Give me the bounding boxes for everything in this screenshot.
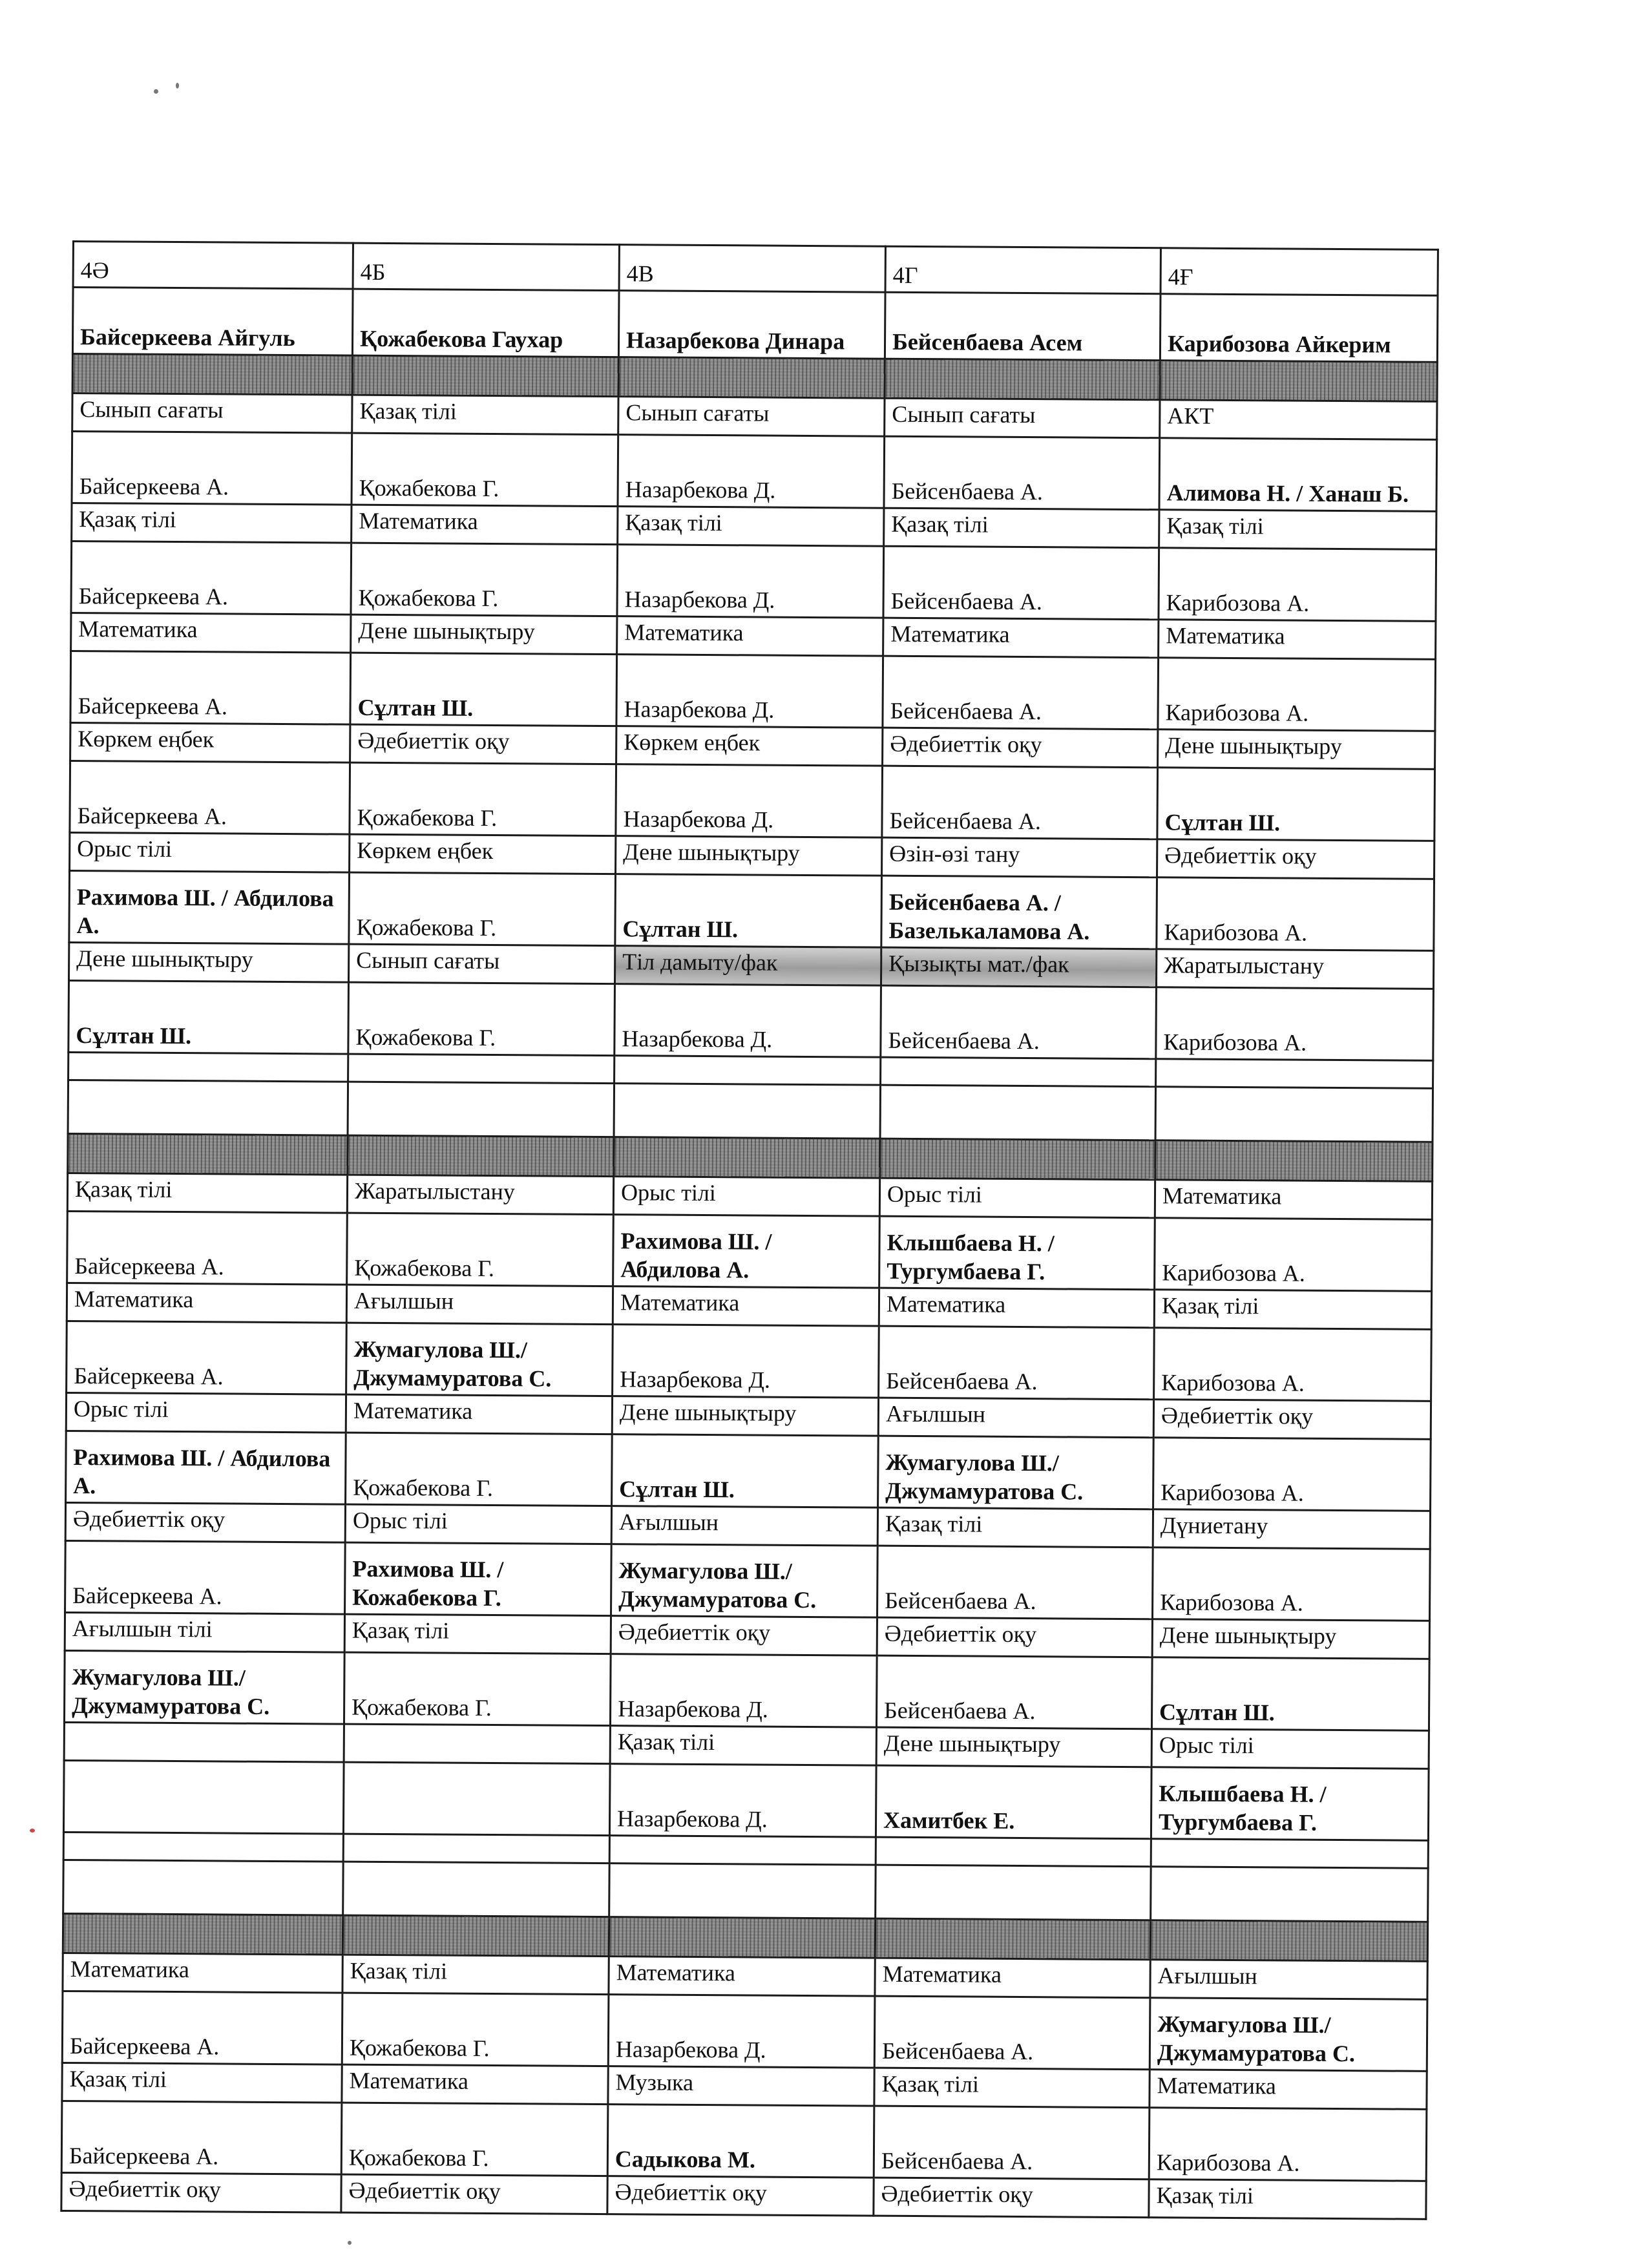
- subject-cell: Қазақ тілі: [344, 1614, 611, 1654]
- subject-cell: Орыс тілі: [66, 1392, 346, 1433]
- lesson-teacher-row: [65, 1540, 1431, 1621]
- teacher-cell: Рахимова Ш. / Кожабекова Г.: [345, 1542, 612, 1616]
- subject-cell: Дүниетану: [1153, 1509, 1430, 1549]
- subject-cell: Көркем еңбек: [350, 834, 616, 874]
- subject-cell: Математика: [875, 1958, 1150, 1998]
- empty-row: [63, 1860, 1428, 1922]
- lesson-teacher-row: [70, 651, 1436, 731]
- class-teacher: Карибозова Айкерим: [1160, 294, 1438, 362]
- empty-row: [68, 1080, 1433, 1142]
- lesson-teacher-row: [72, 432, 1437, 512]
- lesson-teacher-row: [62, 1991, 1427, 2071]
- subject-cell: Математика: [879, 1288, 1154, 1328]
- teacher-cell: Байсеркеева А.: [72, 432, 352, 505]
- teacher-cell: Карибозова А.: [1155, 1218, 1433, 1292]
- subject-cell: Дене шынықтыру: [876, 1727, 1151, 1767]
- subject-cell: Математика: [1155, 1180, 1432, 1220]
- subject-cell: Әдебиеттік оқу: [883, 728, 1158, 768]
- teacher-cell: [343, 1762, 610, 1836]
- subject-cell: Математика: [1150, 2070, 1427, 2110]
- lesson-teacher-row: [64, 1650, 1429, 1730]
- subject-cell: Сынып сағаты: [618, 397, 885, 437]
- class-teacher: Бейсенбаева Асем: [885, 292, 1161, 361]
- elective-subject-cell: Қызықты мат./фак: [881, 947, 1156, 987]
- subject-cell: Ағылшын: [346, 1285, 613, 1325]
- teacher-cell: Карибозова А.: [1153, 1438, 1431, 1511]
- empty-cell: [614, 1056, 881, 1086]
- teacher-cell: Байсеркеева А.: [70, 651, 351, 724]
- class-header-row: [73, 242, 1438, 296]
- teacher-cell: Қожабекова Г.: [350, 762, 616, 836]
- subject-cell: Математика: [617, 616, 883, 656]
- subject-cell: Жаратылыстану: [347, 1175, 613, 1215]
- subject-cell: Әдебиеттік оқу: [350, 724, 616, 764]
- empty-cell: [1151, 1867, 1428, 1922]
- subject-cell: Қазақ тілі: [884, 508, 1159, 548]
- lesson-teacher-row: [66, 1431, 1431, 1511]
- teacher-cell: Сұлтан Ш.: [1151, 1657, 1429, 1731]
- teacher-cell: Қожабекова Г.: [344, 1652, 611, 1726]
- teacher-cell: Қожабекова Г.: [349, 872, 616, 946]
- teacher-cell: Байсеркеева А.: [61, 2101, 342, 2174]
- subject-cell: Әдебиеттік оқу: [1157, 839, 1434, 879]
- teacher-cell: Бейсенбаева А.: [876, 1655, 1152, 1729]
- subject-cell: Математика: [63, 1953, 342, 1993]
- teacher-cell: Сұлтан Ш.: [612, 1434, 879, 1508]
- scan-speck: [348, 2241, 352, 2245]
- teacher-cell: Карибозова А.: [1156, 987, 1434, 1061]
- day-separator-cell: [342, 1915, 609, 1957]
- teacher-cell: Хамитбек Е.: [876, 1765, 1151, 1839]
- teacher-cell: Байсеркеева А.: [65, 1540, 346, 1614]
- subject-cell: Сынып сағаты: [348, 944, 614, 984]
- subject-cell: Музыка: [608, 2066, 874, 2106]
- subject-cell: Сынып сағаты: [885, 398, 1160, 438]
- teacher-cell: Алимова Н. / Ханаш Б.: [1159, 438, 1437, 512]
- teacher-cell: Назарбекова Д.: [608, 1995, 875, 2068]
- teacher-cell: Назарбекова Д.: [617, 545, 884, 618]
- teacher-cell: Сұлтан Ш.: [350, 653, 617, 726]
- scan-speck: [176, 83, 179, 89]
- teacher-cell: Қожабекова Г.: [341, 2103, 608, 2176]
- subject-cell: Орыс тілі: [879, 1178, 1155, 1218]
- empty-cell: [876, 1837, 1151, 1867]
- empty-cell: [1156, 1059, 1433, 1089]
- empty-cell: [68, 1052, 348, 1082]
- empty-cell: [343, 1834, 609, 1864]
- subject-cell: Сынып сағаты: [72, 394, 352, 434]
- subject-cell: Қазақ тілі: [352, 395, 618, 435]
- subject-cell: Дене шынықтыру: [69, 942, 349, 982]
- teacher-cell: Сұлтан Ш.: [1157, 768, 1435, 841]
- teacher-cell: Қожабекова Г.: [348, 982, 615, 1056]
- empty-cell: [63, 1860, 343, 1915]
- teacher-cell: Карибозова А.: [1157, 877, 1434, 951]
- subject-cell: Математика: [1159, 620, 1436, 660]
- lesson-teacher-row: [70, 761, 1435, 841]
- empty-cell: [343, 1862, 609, 1917]
- teacher-cell: Байсеркеева А.: [70, 761, 350, 834]
- teacher-cell: Жумагулова Ш./ Джумамуратова С.: [64, 1650, 344, 1724]
- teacher-cell: Назарбекова Д.: [610, 1654, 877, 1728]
- teacher-cell: Қожабекова Г.: [351, 543, 618, 616]
- lesson-teacher-row: [67, 1321, 1432, 1401]
- teacher-cell: Назарбекова Д.: [618, 435, 885, 509]
- subject-cell: Математика: [883, 618, 1159, 658]
- subject-cell: Математика: [609, 1957, 875, 1997]
- subject-cell: Дене шынықтыру: [612, 1396, 878, 1436]
- empty-cell: [880, 1085, 1155, 1140]
- subject-cell: Көркем еңбек: [616, 726, 883, 766]
- teacher-cell: Клышбаева Н. / Тургумбаева Г.: [1151, 1767, 1429, 1841]
- day-separator-cell: [614, 1137, 880, 1179]
- teacher-cell: Қожабекова Г.: [346, 1433, 613, 1506]
- teacher-cell: Жумагулова Ш./ Джумамуратова С.: [611, 1544, 878, 1618]
- subject-cell: Ағылшын: [1150, 1960, 1427, 2000]
- subject-cell: Математика: [346, 1394, 612, 1434]
- subject-cell: Қазақ тілі: [1149, 2179, 1426, 2220]
- subject-cell: Дене шынықтыру: [616, 836, 882, 876]
- day-separator-cell: [1150, 1920, 1427, 1962]
- teacher-cell: Назарбекова Д.: [616, 655, 883, 728]
- teacher-cell: Бейсенбаева А.: [881, 985, 1157, 1059]
- subject-cell: Әдебиеттік оқу: [341, 2174, 607, 2214]
- day-separator-cell: [348, 1135, 614, 1177]
- teacher-cell: Бейсенбаева А.: [879, 1326, 1155, 1400]
- day-separator-cell: [352, 355, 618, 397]
- subject-cell: Қазақ тілі: [1159, 510, 1436, 550]
- day-separator-cell: [618, 357, 885, 399]
- teacher-cell: Байсеркеева А.: [67, 1211, 348, 1285]
- subject-cell: Әдебиеттік оқу: [874, 2178, 1149, 2218]
- teacher-cell: Бейсенбаева А.: [883, 546, 1159, 620]
- subject-cell: Қазақ тілі: [72, 503, 352, 543]
- empty-cell: [609, 1836, 876, 1865]
- teacher-cell: Рахимова Ш. / Абдилова А.: [66, 1431, 346, 1504]
- empty-cell: [1151, 1839, 1428, 1869]
- class-name: 4Ә: [73, 242, 353, 289]
- empty-cell: [876, 1865, 1151, 1920]
- teacher-cell: Карибозова А.: [1159, 548, 1436, 622]
- day-separator-cell: [68, 1133, 348, 1175]
- lesson-teacher-row: [69, 870, 1434, 950]
- teacher-cell: Назарбекова Д.: [614, 984, 881, 1058]
- subject-cell: Әдебиеттік оқу: [61, 2172, 341, 2212]
- lesson-teacher-row: [61, 2101, 1427, 2181]
- teacher-cell: Назарбекова Д.: [609, 1764, 876, 1838]
- subject-cell: Математика: [67, 1283, 346, 1323]
- teacher-cell: Назарбекова Д.: [613, 1325, 879, 1398]
- teacher-header-row: [72, 288, 1438, 362]
- day-separator-cell: [875, 1918, 1150, 1960]
- timetable: [60, 240, 1439, 2220]
- lesson-subject-row: [61, 2172, 1426, 2219]
- class-name: 4Ғ: [1161, 248, 1438, 296]
- teacher-cell: Сұлтан Ш.: [68, 980, 349, 1054]
- teacher-cell: [63, 1760, 344, 1834]
- class-name: 4Г: [885, 246, 1161, 294]
- subject-cell: Әдебиеттік оқу: [607, 2176, 874, 2216]
- teacher-cell: Садыкова М.: [607, 2105, 874, 2178]
- empty-cell: [68, 1080, 348, 1135]
- subject-cell: АКТ: [1160, 400, 1437, 440]
- subject-cell: Орыс тілі: [345, 1504, 611, 1544]
- teacher-cell: Жумагулова Ш./ Джумамуратова С.: [346, 1323, 613, 1396]
- subject-cell: Әдебиеттік оқу: [65, 1502, 345, 1542]
- lesson-teacher-row: [67, 1211, 1433, 1291]
- subject-cell: Қазақ тілі: [618, 507, 884, 547]
- day-separator-cell: [1155, 1140, 1433, 1182]
- subject-cell: Дене шынықтыру: [351, 614, 617, 655]
- teacher-cell: Қожабекова Г.: [352, 433, 618, 507]
- empty-cell: [881, 1057, 1156, 1087]
- day-separator-cell: [1160, 361, 1437, 402]
- teacher-cell: Бейсенбаева А.: [884, 436, 1160, 510]
- day-separator-cell: [63, 1913, 342, 1955]
- scan-speck: [154, 89, 158, 94]
- teacher-cell: Бейсенбаева А.: [874, 1996, 1150, 2070]
- teacher-cell: Бейсенбаева А.: [883, 656, 1159, 730]
- subject-cell: Математика: [342, 2064, 608, 2105]
- subject-cell: Орыс тілі: [1151, 1729, 1429, 1769]
- lesson-teacher-row: [71, 541, 1436, 622]
- subject-cell: [64, 1722, 344, 1762]
- teacher-cell: Рахимова Ш. / Абдилова А.: [613, 1215, 880, 1288]
- teacher-cell: Жумагулова Ш./ Джумамуратова С.: [1150, 1998, 1427, 2072]
- subject-cell: Қазақ тілі: [67, 1173, 347, 1213]
- empty-cell: [614, 1084, 880, 1139]
- subject-cell: Математика: [352, 505, 618, 545]
- class-teacher: Қожабекова Гаухар: [352, 289, 619, 357]
- teacher-cell: Клышбаева Н. / Тургумбаева Г.: [879, 1216, 1155, 1290]
- subject-cell: Көркем еңбек: [70, 722, 350, 762]
- teacher-cell: Карибозова А.: [1158, 658, 1436, 731]
- subject-cell: Дене шынықтыру: [1152, 1619, 1429, 1659]
- class-name: 4Б: [353, 243, 619, 291]
- day-separator-cell: [880, 1139, 1155, 1180]
- empty-cell: [1155, 1087, 1433, 1142]
- subject-cell: Әдебиеттік оқу: [877, 1617, 1152, 1657]
- subject-cell: Ағылшын: [878, 1398, 1153, 1438]
- teacher-cell: Бейсенбаева А.: [877, 1546, 1153, 1619]
- empty-cell: [609, 1864, 876, 1919]
- teacher-cell: Рахимова Ш. / Абдилова А.: [69, 870, 350, 944]
- teacher-cell: Қожабекова Г.: [347, 1213, 614, 1286]
- subject-cell: Дене шынықтыру: [1158, 730, 1435, 770]
- subject-cell: Математика: [71, 613, 351, 653]
- teacher-cell: Байсеркеева А.: [67, 1321, 347, 1394]
- subject-cell: Орыс тілі: [70, 832, 350, 872]
- teacher-cell: Назарбекова Д.: [616, 764, 883, 838]
- subject-cell: Қазақ тілі: [877, 1507, 1153, 1548]
- teacher-cell: Қожабекова Г.: [342, 1993, 609, 2066]
- subject-cell: Өзін-өзі тану: [882, 837, 1157, 877]
- subject-cell: Әдебиеттік оқу: [1153, 1400, 1431, 1440]
- teacher-cell: Сұлтан Ш.: [615, 874, 882, 948]
- teacher-cell: Байсеркеева А.: [71, 541, 352, 615]
- empty-cell: [348, 1054, 614, 1084]
- subject-cell: Жаратылыстану: [1156, 949, 1433, 989]
- subject-cell: Математика: [613, 1286, 879, 1327]
- day-separator-cell: [885, 359, 1160, 400]
- day-separator-cell: [72, 354, 352, 395]
- teacher-cell: Бейсенбаева А.: [882, 766, 1158, 839]
- empty-cell: [63, 1832, 343, 1862]
- teacher-cell: Жумагулова Ш./ Джумамуратова С.: [878, 1436, 1154, 1509]
- subject-cell: Ағылшын: [611, 1506, 877, 1546]
- teacher-cell: Карибозова А.: [1154, 1328, 1432, 1402]
- scan-speck: [30, 1829, 35, 1832]
- subject-cell: Қазақ тілі: [1154, 1290, 1431, 1330]
- teacher-cell: Карибозова А.: [1152, 1548, 1430, 1621]
- teacher-cell: Карибозова А.: [1149, 2108, 1427, 2181]
- subject-cell: Қазақ тілі: [342, 1955, 609, 1995]
- teacher-cell: Бейсенбаева А.: [874, 2106, 1150, 2179]
- class-teacher: Байсеркеева Айгуль: [72, 288, 353, 356]
- empty-cell: [348, 1082, 614, 1137]
- lesson-teacher-row: [63, 1760, 1429, 1840]
- subject-cell: Әдебиеттік оқу: [611, 1616, 877, 1656]
- class-teacher: Назарбекова Динара: [618, 291, 885, 359]
- subject-cell: Орыс тілі: [613, 1177, 879, 1217]
- subject-cell: [344, 1724, 610, 1764]
- day-separator-cell: [609, 1917, 875, 1958]
- subject-cell: Қазақ тілі: [610, 1726, 876, 1766]
- subject-cell: Қазақ тілі: [62, 2063, 342, 2103]
- elective-subject-cell: Тіл дамыту/фак: [614, 946, 881, 986]
- teacher-cell: Байсеркеева А.: [62, 1991, 342, 2064]
- teacher-cell: Бейсенбаева А. / Базелькаламова А.: [881, 876, 1157, 949]
- subject-cell: Қазақ тілі: [874, 2068, 1150, 2108]
- lesson-teacher-row: [68, 980, 1434, 1060]
- class-name: 4В: [619, 245, 885, 293]
- subject-cell: Ағылшын тілі: [65, 1612, 344, 1652]
